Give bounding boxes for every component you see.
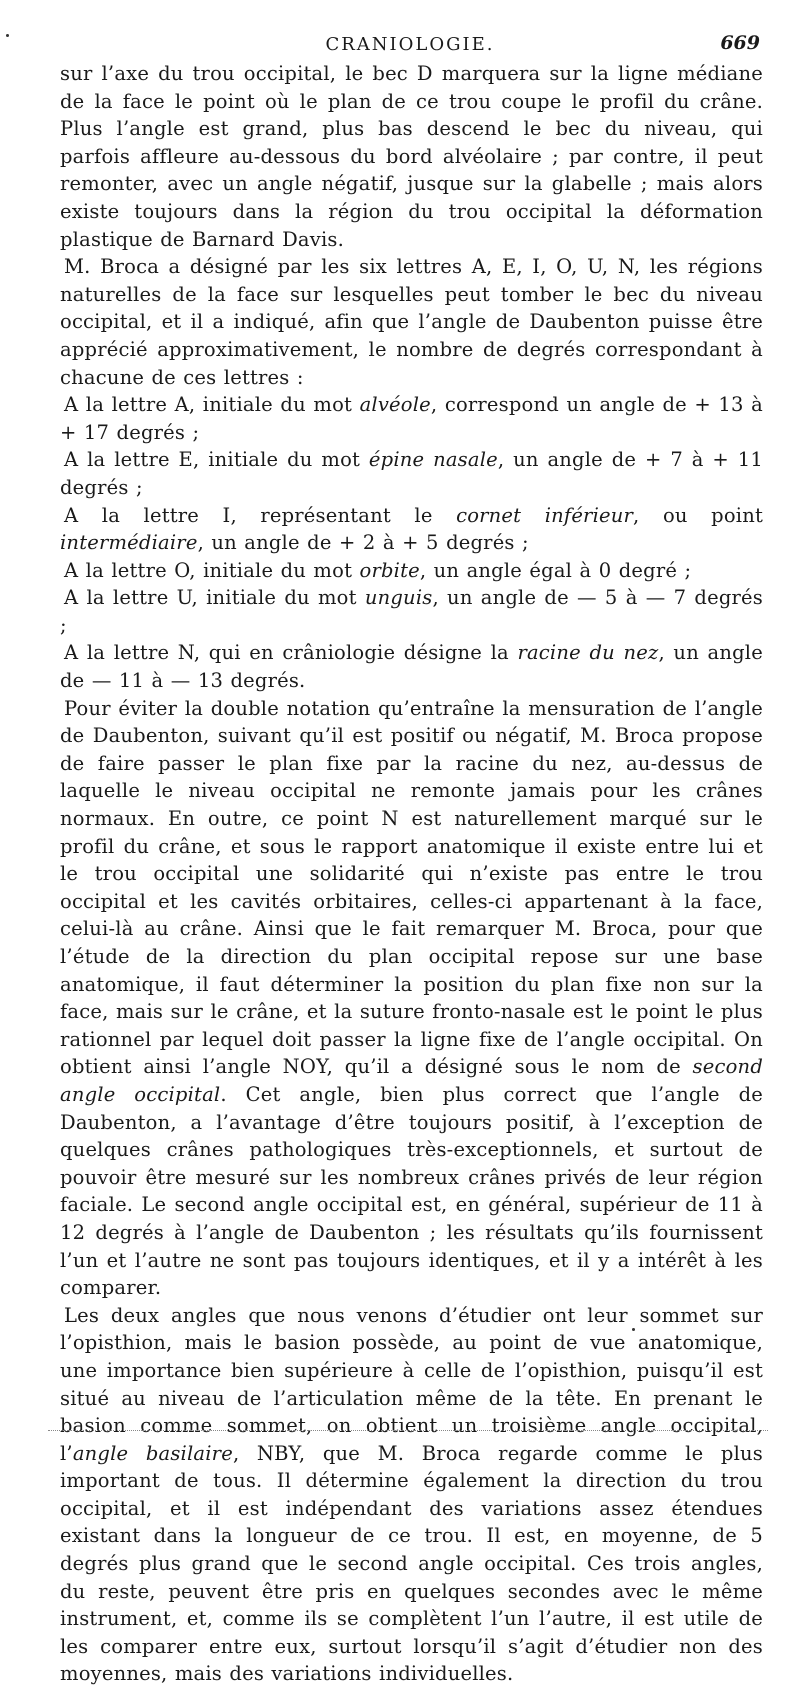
paragraph (60, 253, 763, 391)
paragraph (60, 1302, 763, 1688)
text-run: A la lettre N, qui en crâniologie désigne la (64, 641, 518, 665)
text-run: , NBY, que M. Broca regarde comme le plus important de tous. Il détermine également la direction du trou occipital, et il est indépendant des variations assez étendues existant dans la longueur de ce trou. Il est, en moyenne, de 5 degrés plus grand que le second angle occipital. Ces trois angles, du reste, peuvent être pris en quelques secondes avec le même instrument, et, comme ils se complètent l’un l’autre, il est utile de les comparer entre eux, surtout lorsqu’il s’agit d’étudier non des moyennes, mais des variations individuelles. (60, 1441, 763, 1686)
text-run: A la lettre U, initiale du mot (64, 586, 365, 610)
text-run: Pour éviter la double notation qu’entraîne la mensuration de l’angle de Daubenton, suivant qu’il est positif ou négatif, M. Broca propose de faire passer le plan fixe par la racine du nez, au-dessus de laquelle le niveau occipital ne remonte jamais pour les crânes normaux. En outre, ce point N est naturellement marqué sur le profil du crâne, et sous le rapport anatomique il existe entre lui et le trou occipital une solidarité qui n’existe pas entre le trou occipital et les cavités orbitaires, celles-ci appartenant à la face, celui-là au crâne. Ainsi que le fait remarquer M. Broca, pour que l’étude de la direction du plan occipital repose sur une base anatomique, il faut déterminer la position du plan fixe non sur la face, mais sur le crâne, et la suture fronto-nasale est le point le plus rationnel par lequel doit passer la ligne fixe de l’angle occipital. On obtient ainsi l’angle NOY, qu’il a désigné sous le nom de (60, 696, 763, 1079)
paragraph (60, 502, 763, 557)
paragraph (60, 557, 763, 585)
text-run: , un angle de — 11 à — 13 degrés. (60, 641, 763, 693)
text-run: , un angle égal à 0 degré ; (419, 558, 692, 582)
paragraph (60, 391, 763, 446)
text-run: M. Broca a désigné par les six lettres A, E, I, O, U, N, les régions naturelles de la face sur lesquelles peut tomber le bec du niveau occipital, et il a indiqué, afin que l’angle de Daubenton puisse être apprécié approximativement, le nombre de degrés correspondant à chacune de ces lettres : (60, 255, 763, 389)
paragraph (60, 584, 763, 639)
bottom-dotted-rule (48, 1430, 768, 1431)
italic-term: épine nasale (368, 448, 498, 472)
body-text (60, 60, 763, 1688)
paragraph (60, 446, 763, 501)
paragraph (60, 695, 763, 1302)
italic-term: alvéole (359, 393, 431, 417)
text-run: sur l’axe du trou occipital, le bec D marquera sur la ligne médiane de la face le point où le plan de ce trou coupe le profil du crâne. Plus l’angle est grand, plus bas descend le bec du niveau, qui parfois affleure au-dessous du bord alvéolaire ; par contre, il peut remonter, avec un angle négatif, jusque sur la glabelle ; mais alors existe toujours dans la région du trou occipital la déformation plastique de Barnard Davis. (60, 62, 763, 251)
text-run: A la lettre O, initiale du mot (64, 558, 360, 582)
italic-term: racine du nez (517, 641, 659, 665)
paragraph (60, 639, 763, 694)
italic-term: intermédiaire (60, 531, 198, 555)
page-number: 669 (720, 32, 760, 54)
italic-term: cornet inférieur (456, 503, 634, 527)
text-run: . Cet angle, bien plus correct que l’angle de Daubenton, a l’avantage d’être toujours positif, à l’exception de quelques crânes pathologiques très-exceptionnels, et surtout de pouvoir être mesuré sur les nombreux crânes privés de leur région faciale. Le second angle occipital est, en général, supérieur de 11 à 12 degrés à l’angle de Daubenton ; les résultats qu’ils fournissent l’un et l’autre ne sont pas toujours identiques, et il y a intérêt à les comparer. (60, 1082, 763, 1300)
italic-term: unguis (364, 586, 433, 610)
text-run: , un angle de + 2 à + 5 degrés ; (197, 531, 529, 555)
text-run: Les deux angles que nous venons d’étudier ont leur sommet sur l’opisthion, mais le basion possède, au point de vue anatomique, une importance bien supérieure à celle de l’opisthion, puisqu’il est situé au niveau de l’articulation même de la tête. En prenant le basion comme sommet, on obtient un troisième angle occipital, l’ (60, 1303, 763, 1465)
italic-term: orbite (359, 558, 420, 582)
text-run: A la lettre A, initiale du mot (64, 393, 360, 417)
text-run: , un angle de + 7 à + 11 degrés ; (60, 448, 763, 499)
text-run: A la lettre I, représentant le (64, 503, 457, 527)
running-head: CRANIOLOGIE. (325, 34, 495, 55)
text-run: , un angle de — 5 à — 7 degrés ; (60, 586, 763, 637)
text-run: , ou point (633, 503, 763, 527)
page-header (60, 28, 760, 62)
ink-speck (6, 34, 9, 37)
italic-term: second angle occipital (60, 1055, 763, 1106)
text-run: A la lettre E, initiale du mot (64, 448, 369, 472)
italic-term: angle basilaire (72, 1441, 233, 1465)
ink-speck (632, 1328, 635, 1331)
paragraph (60, 60, 763, 253)
text-run: , correspond un angle de + 13 à + 17 degrés ; (60, 393, 763, 444)
